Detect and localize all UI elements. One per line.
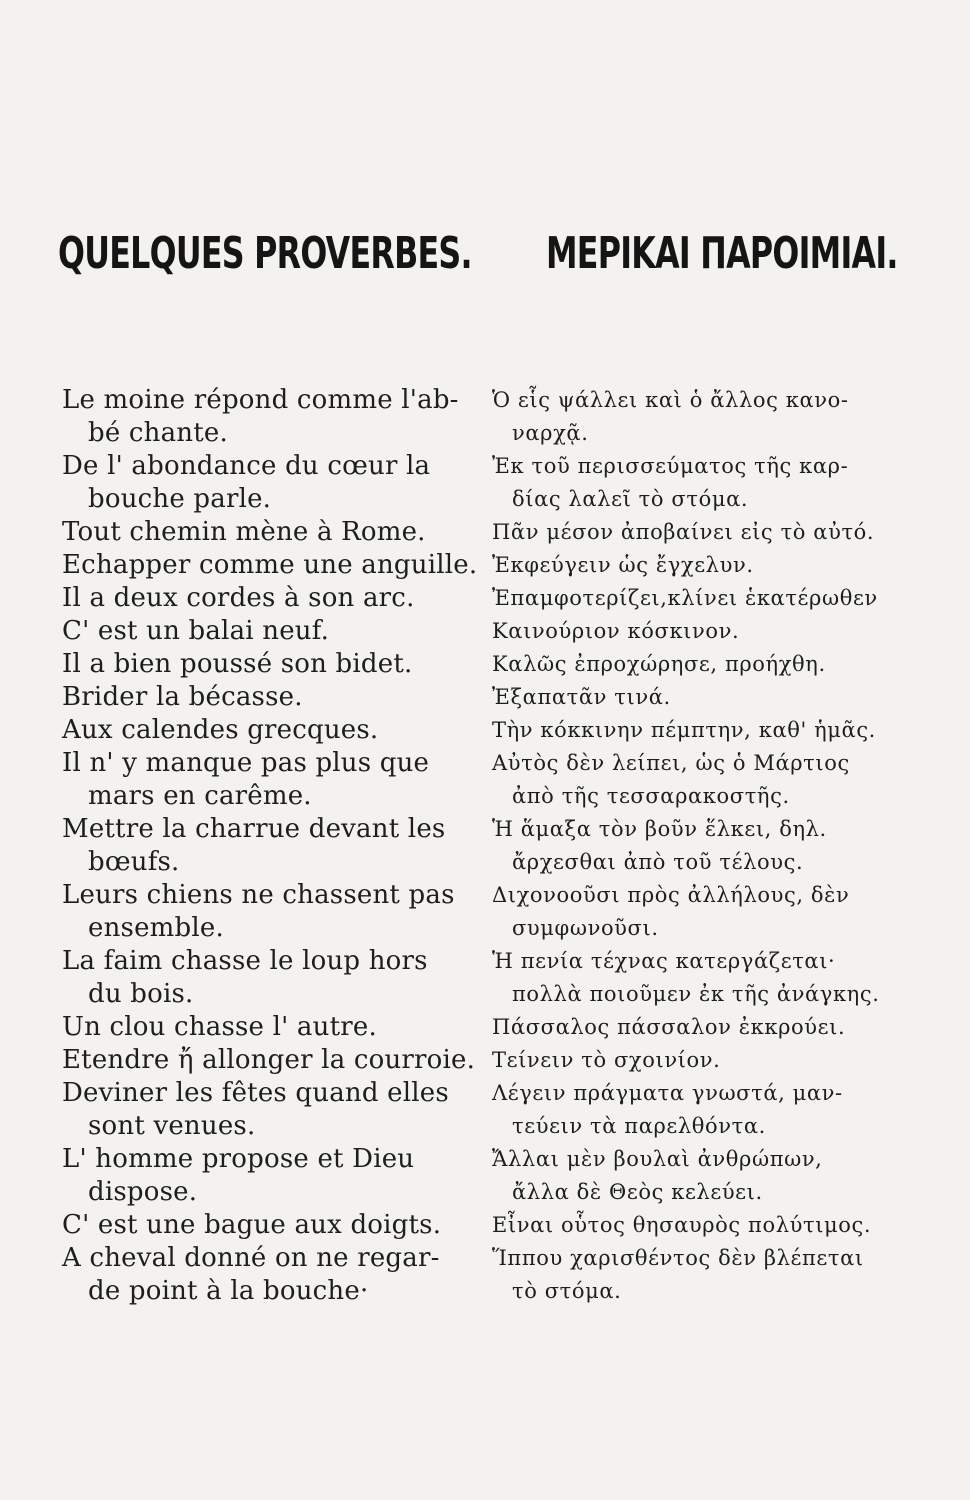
french-line: Aux calendes grecques. [62, 715, 379, 745]
greek-line: Ἐξαπατᾶν τινά. [492, 685, 671, 709]
greek-proverb [492, 549, 912, 582]
french-line: ensemble. [88, 913, 224, 943]
greek-line: Πᾶν μέσον ἀποβαίνει εἰς τὸ αὐτό. [492, 520, 875, 544]
greek-line: τεύειν τὰ παρελθόντα. [512, 1114, 766, 1138]
greek-line: Ἐπαμφοτερίζει,κλίνει ἑκατέρωθεν [492, 586, 878, 610]
proverb-row [0, 1044, 970, 1077]
french-line: bœufs. [88, 847, 180, 877]
french-line: La faim chasse le loup hors [62, 946, 428, 976]
french-line: Il a deux cordes à son arc. [62, 583, 415, 613]
proverb-row [0, 813, 970, 879]
greek-line: ἀπὸ τῆς τεσσαρακοστῆς. [512, 784, 790, 808]
french-proverb [62, 648, 482, 681]
french-line: De l' abondance du cœur la [62, 451, 431, 481]
french-line: dispose. [88, 1177, 198, 1207]
french-line: L' homme propose et Dieu [62, 1144, 415, 1174]
greek-proverb [492, 516, 912, 549]
french-proverb [62, 747, 482, 813]
proverb-row [0, 450, 970, 516]
greek-proverb [492, 813, 912, 879]
french-line: Leurs chiens ne chassent pas [62, 880, 455, 910]
french-line: Il n' y manque pas plus que [62, 748, 430, 778]
greek-line: Πάσσαλος πάσσαλον ἐκκρούει. [492, 1015, 846, 1039]
french-line: bouche parle. [88, 484, 272, 514]
french-line: Il a bien poussé son bidet. [62, 649, 413, 679]
greek-line: δίας λαλεῖ τὸ στόμα. [512, 487, 749, 511]
french-line: Echapper comme une anguille. [62, 550, 478, 580]
greek-proverb [492, 582, 912, 615]
french-line: mars en carême. [88, 781, 312, 811]
proverb-row [0, 1077, 970, 1143]
french-proverb [62, 516, 482, 549]
french-proverb [62, 879, 482, 945]
french-line: Brider la bécasse. [62, 682, 303, 712]
proverb-row [0, 1011, 970, 1044]
greek-proverb [492, 450, 912, 516]
french-proverb [62, 1077, 482, 1143]
french-line: de point à la bouche· [88, 1276, 369, 1306]
greek-line: Τὴν κόκκινην πέμπτην, καθ' ἡμᾶς. [492, 718, 876, 742]
greek-line: Ὁ εἷς ψάλλει καὶ ὁ ἄλλος κανο- [492, 388, 849, 412]
greek-line: ἄρχεσθαι ἀπὸ τοῦ τέλους. [512, 850, 804, 874]
french-proverb [62, 714, 482, 747]
greek-proverb [492, 1209, 912, 1242]
greek-line: Ἡ ἅμαξα τὸν βοῦν ἕλκει, δηλ. [492, 817, 827, 841]
french-proverb [62, 681, 482, 714]
french-proverb [62, 1143, 482, 1209]
greek-proverb [492, 879, 912, 945]
french-proverb [62, 549, 482, 582]
greek-proverb [492, 1011, 912, 1044]
proverb-row [0, 549, 970, 582]
greek-line: Εἶναι οὗτος θησαυρὸς πολύτιμος. [492, 1213, 872, 1237]
french-proverb [62, 945, 482, 1011]
greek-line: πολλὰ ποιοῦμεν ἐκ τῆς ἀνάγκης. [512, 982, 880, 1006]
greek-line: Καινούριον κόσκινον. [492, 619, 740, 643]
proverb-row [0, 615, 970, 648]
proverb-row [0, 1143, 970, 1209]
french-line: bé chante. [88, 418, 228, 448]
french-proverb [62, 615, 482, 648]
french-line: sont venues. [88, 1111, 256, 1141]
french-proverb [62, 1209, 482, 1242]
greek-line: Λέγειν πράγματα γνωστά, μαν- [492, 1081, 843, 1105]
title-row [58, 228, 918, 290]
greek-line: Ἄλλαι μὲν βουλαὶ ἀνθρώπων, [492, 1147, 823, 1171]
greek-proverb [492, 648, 912, 681]
french-line: A cheval donné on ne regar- [62, 1243, 440, 1273]
greek-proverb [492, 615, 912, 648]
proverb-row [0, 681, 970, 714]
proverb-row [0, 747, 970, 813]
french-line: du bois. [88, 979, 194, 1009]
proverb-row [0, 648, 970, 681]
greek-proverb [492, 1077, 912, 1143]
greek-proverb [492, 1143, 912, 1209]
greek-line: Ἐκ τοῦ περισσεύματος τῆς καρ- [492, 454, 849, 478]
greek-proverb [492, 681, 912, 714]
greek-line: Αὐτὸς δὲν λείπει, ὡς ὁ Μάρτιος [492, 751, 850, 775]
greek-line: συμφωνοῦσι. [512, 916, 659, 940]
french-proverb [62, 1011, 482, 1044]
greek-proverb [492, 384, 912, 450]
proverb-row [0, 714, 970, 747]
greek-line: Ἐκφεύγειν ὡς ἔγχελυν. [492, 553, 754, 577]
french-line: Un clou chasse l' autre. [62, 1012, 377, 1042]
french-line: C' est une bague aux doigts. [62, 1210, 442, 1240]
proverb-row [0, 1209, 970, 1242]
proverb-row [0, 582, 970, 615]
greek-proverb [492, 1044, 912, 1077]
proverb-row [0, 516, 970, 549]
french-proverb [62, 1242, 482, 1308]
greek-line: Ἵππου χαρισθέντος δὲν βλέπεται [492, 1246, 864, 1270]
french-line: Mettre la charrue devant les [62, 814, 446, 844]
french-line: Tout chemin mène à Rome. [62, 517, 426, 547]
greek-line: ναρχᾷ. [512, 421, 589, 445]
greek-line: Καλῶς ἐπροχώρησε, προήχθη. [492, 652, 826, 676]
greek-title: ΜΕΡΙΚΑΙ ΠΑΡΟΙΜΙΑΙ. [546, 228, 898, 279]
french-line: C' est un balai neuf. [62, 616, 330, 646]
french-proverb [62, 1044, 482, 1077]
greek-line: Διχονοοῦσι πρὸς ἀλλήλους, δὲν [492, 883, 850, 907]
proverb-row [0, 945, 970, 1011]
greek-proverb [492, 945, 912, 1011]
greek-line: τὸ στόμα. [512, 1279, 622, 1303]
french-line: Le moine répond comme l'ab- [62, 385, 459, 415]
proverb-row [0, 879, 970, 945]
french-proverb [62, 582, 482, 615]
proverb-row [0, 384, 970, 450]
greek-line: Τείνειν τὸ σχοινίον. [492, 1048, 721, 1072]
french-proverb [62, 813, 482, 879]
greek-proverb [492, 714, 912, 747]
french-proverb [62, 384, 482, 450]
french-title: QUELQUES PROVERBES. [58, 228, 472, 279]
greek-line: ἄλλα δὲ Θεὸς κελεύει. [512, 1180, 763, 1204]
french-proverb [62, 450, 482, 516]
greek-line: Ἡ πενία τέχνας κατεργάζεται· [492, 949, 836, 973]
proverb-row [0, 1242, 970, 1308]
french-line: Etendre ἤ allonger la courroie. [62, 1045, 476, 1075]
greek-proverb [492, 747, 912, 813]
greek-proverb [492, 1242, 912, 1308]
french-line: Deviner les fêtes quand elles [62, 1078, 449, 1108]
